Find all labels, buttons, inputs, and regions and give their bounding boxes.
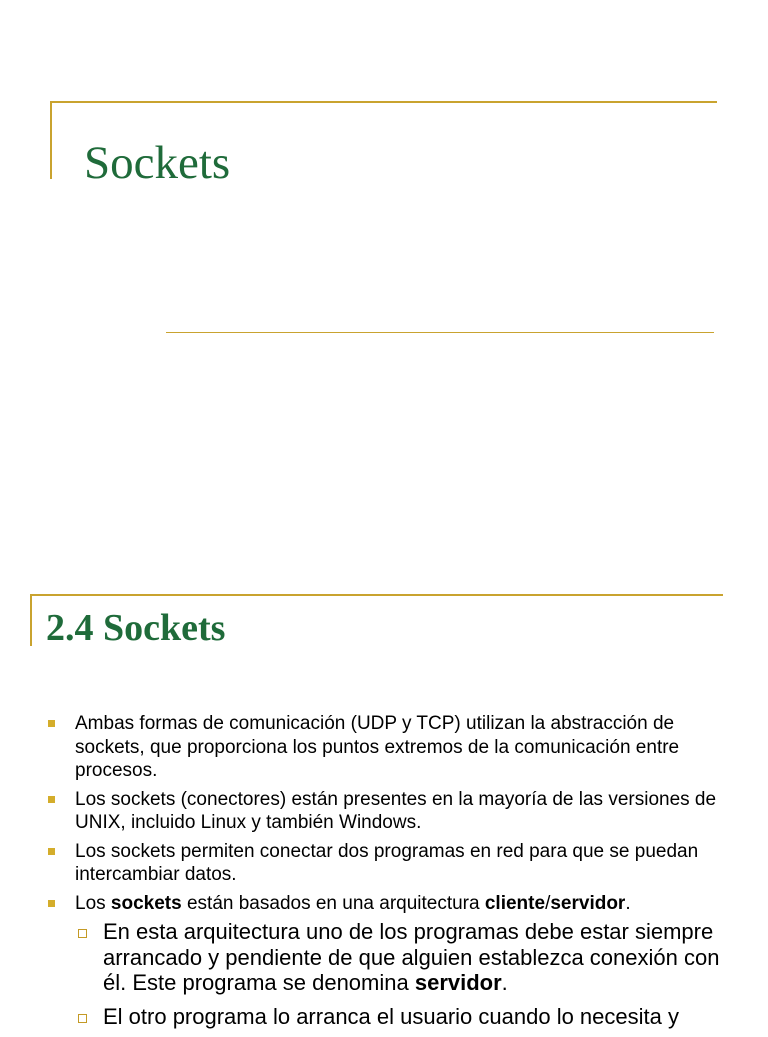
- text-segment: En esta arquitectura uno de los programas debe estar siempre arrancado y pendiente de que alguien establezca conexión con él. Este programa se denomina: [103, 919, 720, 995]
- list-item: [75, 712, 735, 783]
- emphasis-sockets: sockets: [110, 892, 182, 914]
- list-item: [75, 840, 735, 887]
- top-rule: [51, 101, 717, 103]
- sub-bullet-text: El otro programa lo arranca el usuario cuando lo necesita y: [103, 1003, 679, 1029]
- hollow-square-bullet-icon: [78, 929, 87, 938]
- left-rule: [30, 594, 32, 646]
- text-segment: están basados en una arquitectura: [181, 892, 485, 914]
- sub-bullet-text: [103, 919, 719, 995]
- bullet-text: Los sockets (conectores) están presentes en la mayoría de las versiones de UNIX, incluido Linux y también Windows.: [75, 788, 717, 833]
- emphasis-cliente: cliente: [484, 892, 546, 914]
- subtitle-rule: [166, 332, 714, 333]
- left-rule: [50, 101, 52, 179]
- emphasis-servidor: servidor: [550, 892, 626, 914]
- bullet-text: [75, 893, 631, 914]
- square-bullet-icon: [48, 720, 55, 727]
- square-bullet-icon: [48, 900, 55, 907]
- emphasis-servidor: servidor: [414, 970, 502, 995]
- content-slide: [0, 580, 768, 1029]
- text-segment: .: [501, 970, 508, 995]
- text-segment: Los: [75, 892, 111, 914]
- top-rule: [31, 594, 723, 596]
- text-segment: /: [545, 892, 551, 914]
- bullet-text: Los sockets permiten conectar dos programas en red para que se puedan intercambiar datos.: [75, 840, 699, 885]
- bullet-text: Ambas formas de comunicación (UDP y TCP) utilizan la abstracción de sockets, que proporciona los puntos extremos de la comunicación entre procesos.: [75, 713, 680, 781]
- text-segment: .: [625, 892, 631, 914]
- square-bullet-icon: [48, 796, 55, 803]
- sub-bullet-list: [103, 919, 735, 1029]
- slide-title: Sockets: [84, 137, 231, 189]
- sub-list-item: [103, 1004, 735, 1030]
- square-bullet-icon: [48, 848, 55, 855]
- bullet-list: [75, 712, 735, 1037]
- slide-title: 2.4 Sockets: [46, 607, 226, 649]
- sub-list-item: [103, 919, 735, 996]
- list-item: [75, 892, 735, 1030]
- hollow-square-bullet-icon: [78, 1014, 87, 1023]
- list-item: [75, 788, 735, 835]
